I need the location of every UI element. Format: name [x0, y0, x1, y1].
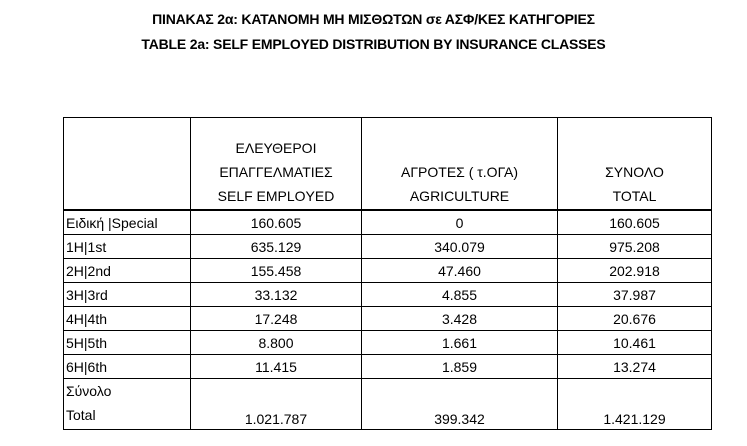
row-label: 4Η|4th	[64, 307, 191, 331]
cell-agriculture: 1.661	[362, 331, 558, 355]
column-header-agriculture	[362, 118, 558, 211]
column-header-line: AGRICULTURE	[409, 188, 510, 204]
column-header-total	[558, 118, 712, 211]
column-header-line: SELF EMPLOYED	[217, 188, 335, 204]
column-header-line: ΑΓΡΟΤΕΣ ( τ.ΟΓΑ)	[401, 164, 518, 180]
total-label	[64, 379, 191, 430]
cell-total: 975.208	[558, 235, 712, 259]
table-row	[64, 307, 712, 331]
row-label: 1Η|1st	[64, 235, 191, 259]
cell-agriculture: 0	[362, 210, 558, 235]
table-row	[64, 210, 712, 235]
cell-self-employed: 155.458	[191, 259, 362, 283]
cell-total: 10.461	[558, 331, 712, 355]
total-row	[64, 379, 712, 430]
cell-agriculture: 340.079	[362, 235, 558, 259]
row-label: 6Η|6th	[64, 355, 191, 379]
cell-agriculture: 3.428	[362, 307, 558, 331]
cell-self-employed: 33.132	[191, 283, 362, 307]
column-header-line: ΕΛΕΥΘΕΡΟΙ	[235, 140, 317, 156]
cell-agriculture: 1.859	[362, 355, 558, 379]
cell-total: 160.605	[558, 210, 712, 235]
total-overall: 1.421.129	[558, 379, 712, 430]
cell-total: 202.918	[558, 259, 712, 283]
cell-self-employed: 8.800	[191, 331, 362, 355]
row-label: Ειδική |Special	[64, 210, 191, 235]
cell-agriculture: 47.460	[362, 259, 558, 283]
total-label-english: Total	[66, 407, 96, 423]
total-self-employed: 1.021.787	[191, 379, 362, 430]
table-title-greek: ΠΙΝΑΚΑΣ 2α: ΚΑΤΑΝΟΜΗ ΜΗ ΜΙΣΘΩΤΩΝ σε ΑΣΦ/ΚΕΣ ΚΑΤΗΓΟΡΙΕΣ	[152, 11, 595, 27]
total-agriculture: 399.342	[362, 379, 558, 430]
table-row	[64, 235, 712, 259]
table-row	[64, 259, 712, 283]
cell-self-employed: 635.129	[191, 235, 362, 259]
column-header-line: TOTAL	[612, 188, 657, 204]
row-label: 5Η|5th	[64, 331, 191, 355]
column-header-line: ΕΠΑΓΓΕΛΜΑΤΙΕΣ	[219, 164, 333, 180]
header-row	[64, 118, 712, 211]
row-label: 2Η|2nd	[64, 259, 191, 283]
table-row	[64, 283, 712, 307]
cell-total: 13.274	[558, 355, 712, 379]
cell-total: 37.987	[558, 283, 712, 307]
cell-total: 20.676	[558, 307, 712, 331]
column-header-self-employed	[191, 118, 362, 211]
insurance-classes-table	[63, 117, 712, 430]
table-row	[64, 355, 712, 379]
column-header-line: ΣΥΝΟΛΟ	[605, 164, 664, 180]
total-label-greek: Σύνολο	[66, 383, 112, 399]
table-row	[64, 331, 712, 355]
header-corner-cell	[64, 118, 191, 211]
cell-self-employed: 11.415	[191, 355, 362, 379]
cell-self-employed: 17.248	[191, 307, 362, 331]
cell-self-employed: 160.605	[191, 210, 362, 235]
row-label: 3Η|3rd	[64, 283, 191, 307]
table-title-english: TABLE 2a: SELF EMPLOYED DISTRIBUTION BY INSURANCE CLASSES	[141, 36, 606, 52]
cell-agriculture: 4.855	[362, 283, 558, 307]
